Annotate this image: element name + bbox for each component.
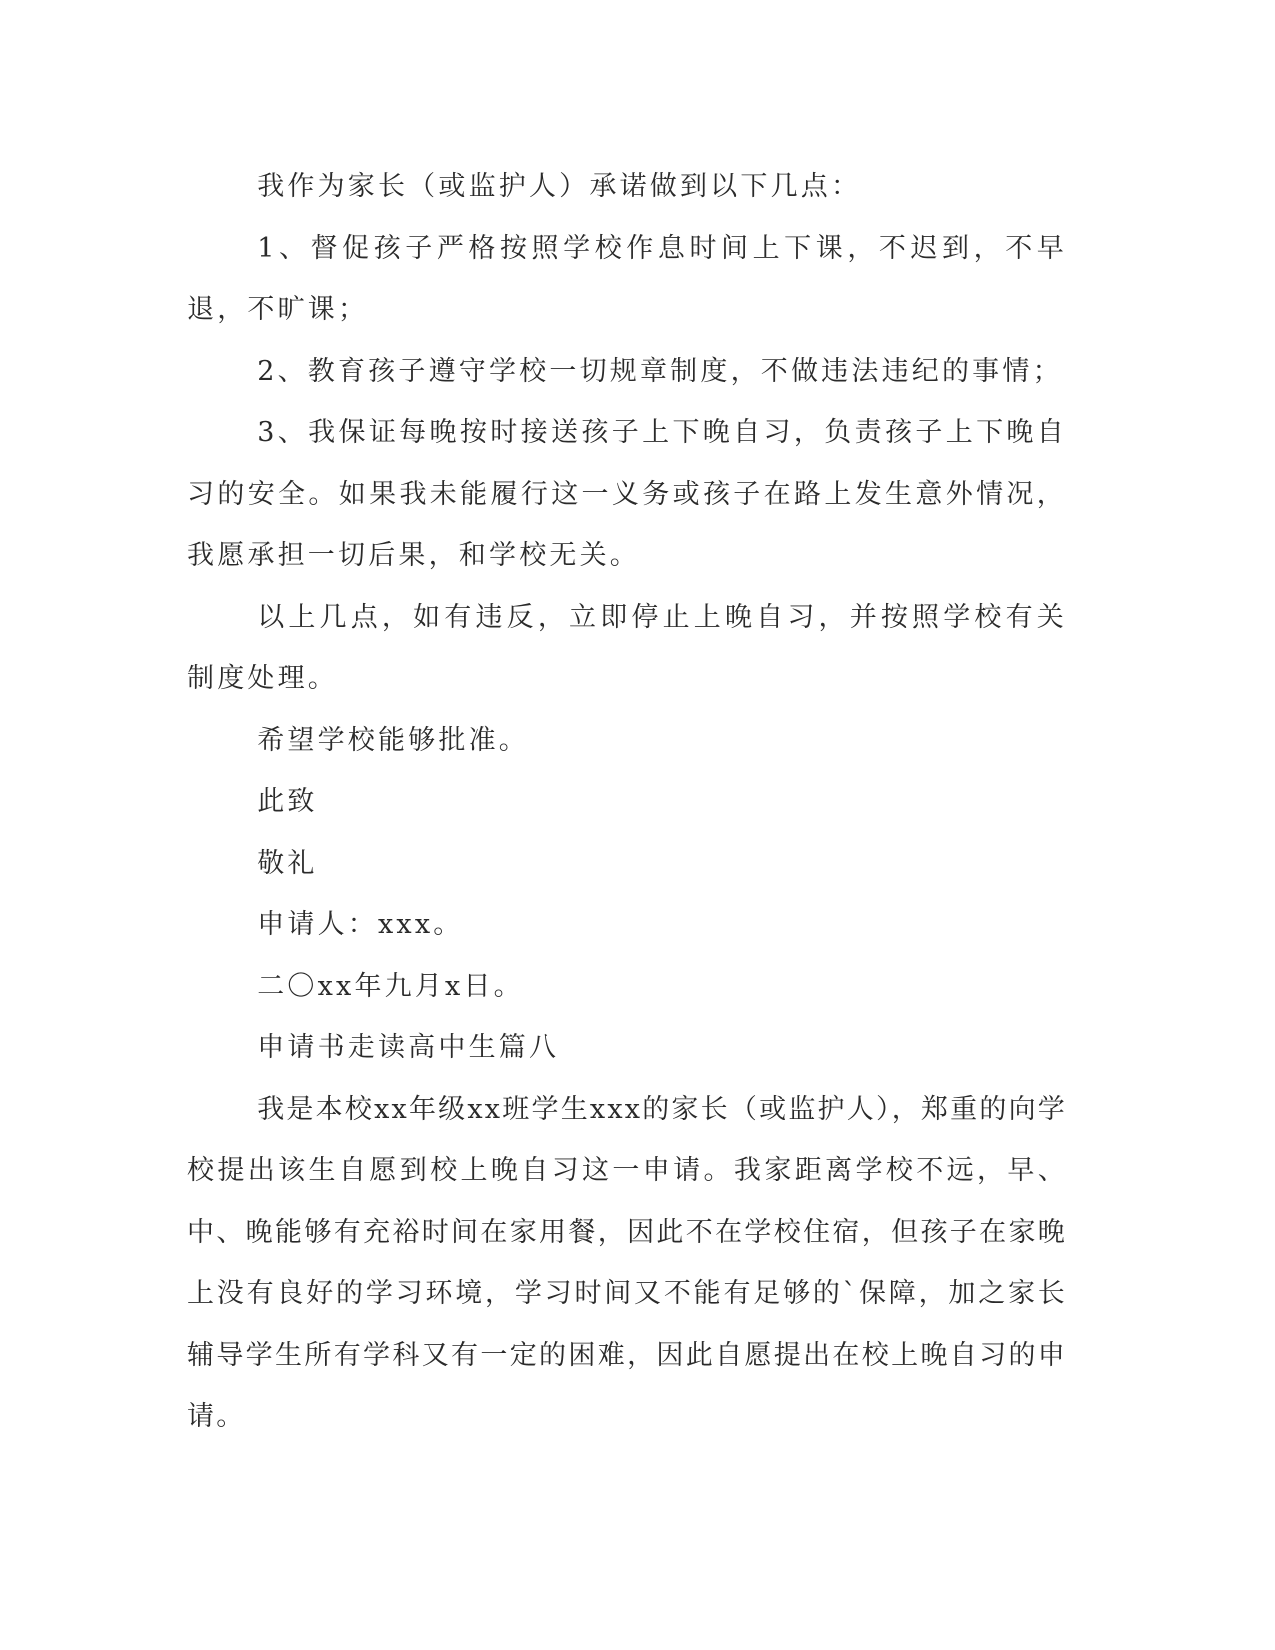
violation-clause-paragraph: 以上几点，如有违反，立即停止上晚自习，并按照学校有关制度处理。 (187, 601, 1067, 694)
section-heading: 申请书走读高中生篇八 (257, 1032, 560, 1063)
commitment-item-3-paragraph: 3、我保证每晚按时接送孩子上下晚自习，负责孩子上下晚自习的安全。如果我未能履行这一义务或孩子在路上发生意外情况，我愿承担一切后果，和学校无关。 (187, 417, 1067, 571)
application-body-paragraph: 我是本校xx年级xx班学生xxx的家长（或监护人），郑重的向学校提出该生自愿到校上晚自习这一申请。我家距离学校不远，早、中、晚能够有充裕时间在家用餐，因此不在学校住宿，但孩子在家晚上没有良好的学习环境，学习时间又不能有足够的`保障，加之家长辅导学生所有学科又有一定的困难，因此自愿提出在校上晚自习的申请。 (187, 1093, 1067, 1432)
salutation-cizhi: 此致 (257, 786, 318, 817)
commitment-item-1-paragraph: 1、督促孩子严格按照学校作息时间上下课，不迟到，不早退，不旷课； (187, 232, 1067, 325)
commitment-item-2-paragraph: 2、教育孩子遵守学校一切规章制度，不做违法违纪的事情； (257, 355, 1063, 387)
date-line: 二〇xx年九月x日。 (257, 970, 524, 1002)
applicant-line: 申请人：xxx。 (257, 909, 464, 940)
salutation-jingli: 敬礼 (257, 847, 318, 879)
commitment-intro-paragraph: 我作为家长（或监护人）承诺做到以下几点： (257, 171, 862, 202)
approval-request-paragraph: 希望学校能够批准。 (257, 724, 529, 756)
document-body (187, 156, 1067, 1448)
